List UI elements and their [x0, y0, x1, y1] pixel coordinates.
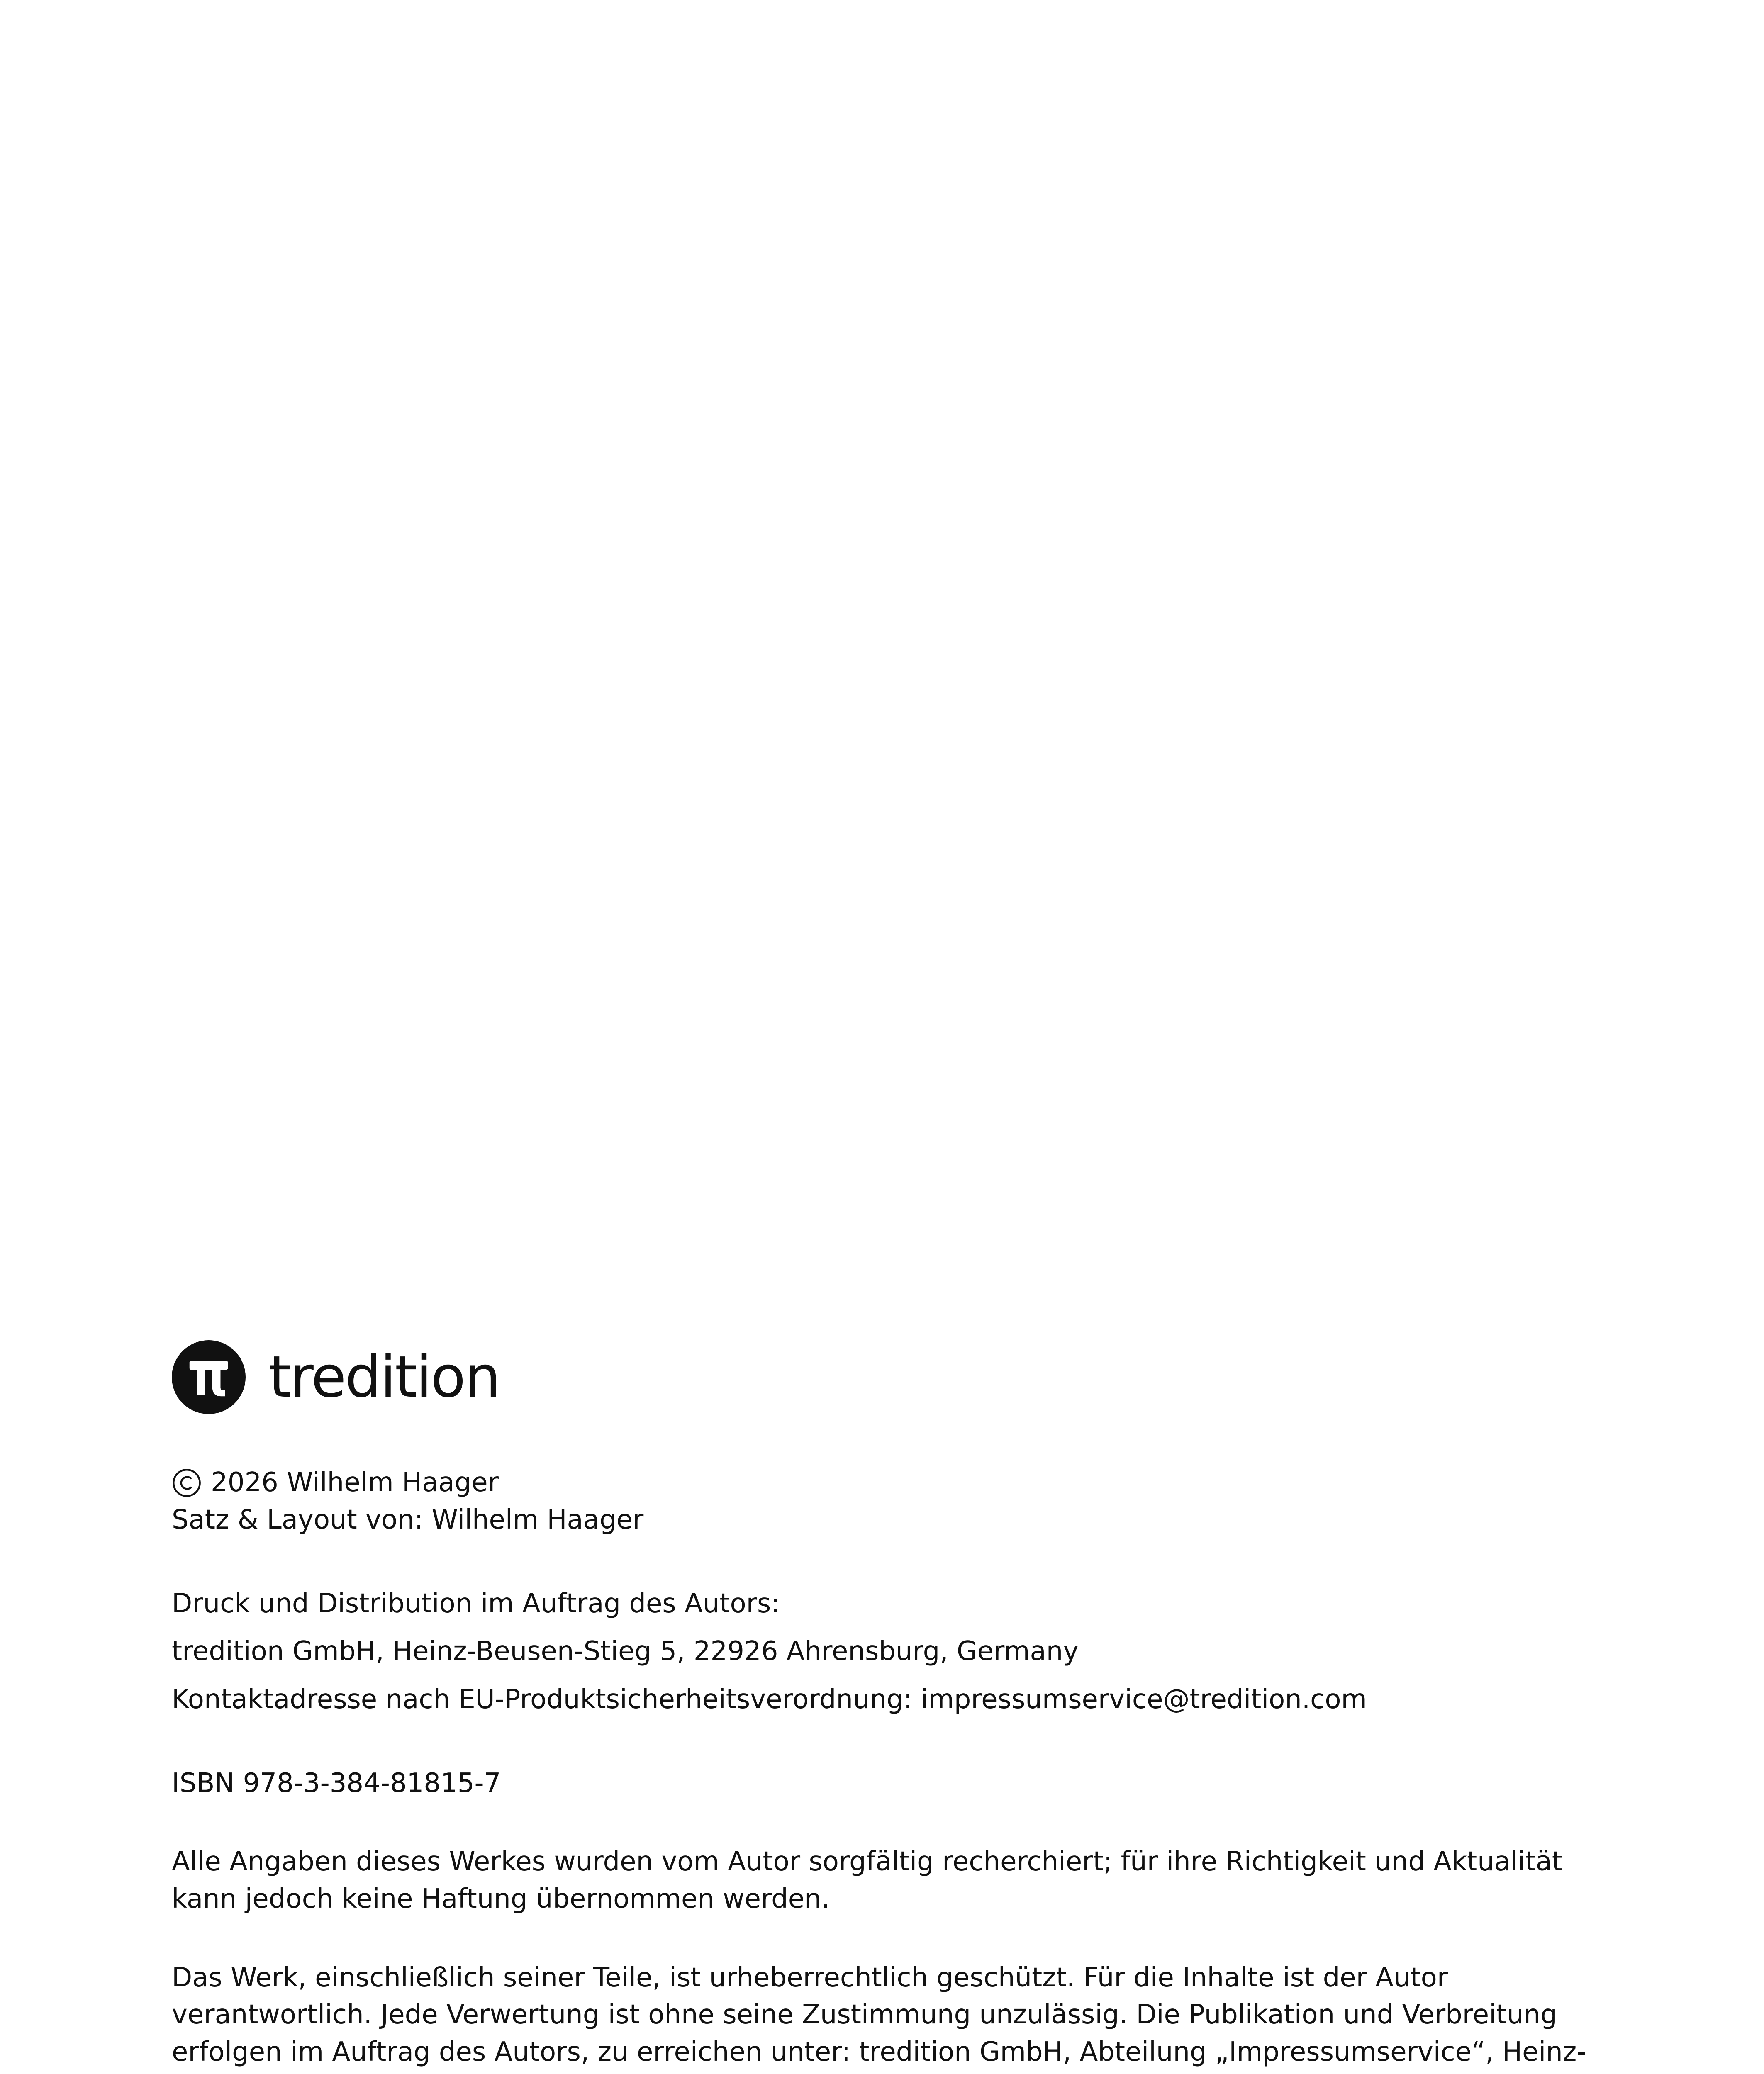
publisher-wordmark: tredition: [269, 1344, 499, 1410]
contact-address: Kontaktadresse nach EU-Produktsicherheitsverordnung: impressumservice@tredition.com: [172, 1684, 1367, 1715]
publisher-address: tredition GmbH, Heinz-Beusen-Stieg 5, 22926 Ahrensburg, Germany: [172, 1636, 1079, 1667]
layout-credit: Satz & Layout von: Wilhelm Haager: [172, 1504, 644, 1535]
copyright-line: [172, 1464, 1624, 1502]
disclaimer-paragraph: Alle Angaben dieses Werkes wurden vom Autor sorgfältig recherchiert; für ihre Richtigkeit und Aktualität kann jedoch keine Haftung übernommen werden.: [172, 1846, 1562, 1914]
copyright-icon: [172, 1468, 202, 1498]
tredition-logo-icon: [172, 1340, 246, 1414]
isbn: ISBN 978-3-384-81815-7: [172, 1767, 501, 1799]
imprint-block: [172, 1340, 1624, 2074]
rights-paragraph: Das Werk, einschließlich seiner Teile, ist urheberrechtlich geschützt. Für die Inhalte ist der Autor verantwortlich. Jede Verwertung ist ohne seine Zustimmung unzulässig. Die Publikation und Verbreitung erfolgen im Auftrag des Autors, zu erreichen unter: tredition GmbH, Abteilung „Impressumservice“, Heinz-: [172, 1962, 1586, 2067]
publisher-logo: [172, 1340, 1624, 1414]
copyright-text: 2026 Wilhelm Haager: [211, 1467, 499, 1498]
distribution-intro: Druck und Distribution im Auftrag des Autors:: [172, 1588, 780, 1619]
